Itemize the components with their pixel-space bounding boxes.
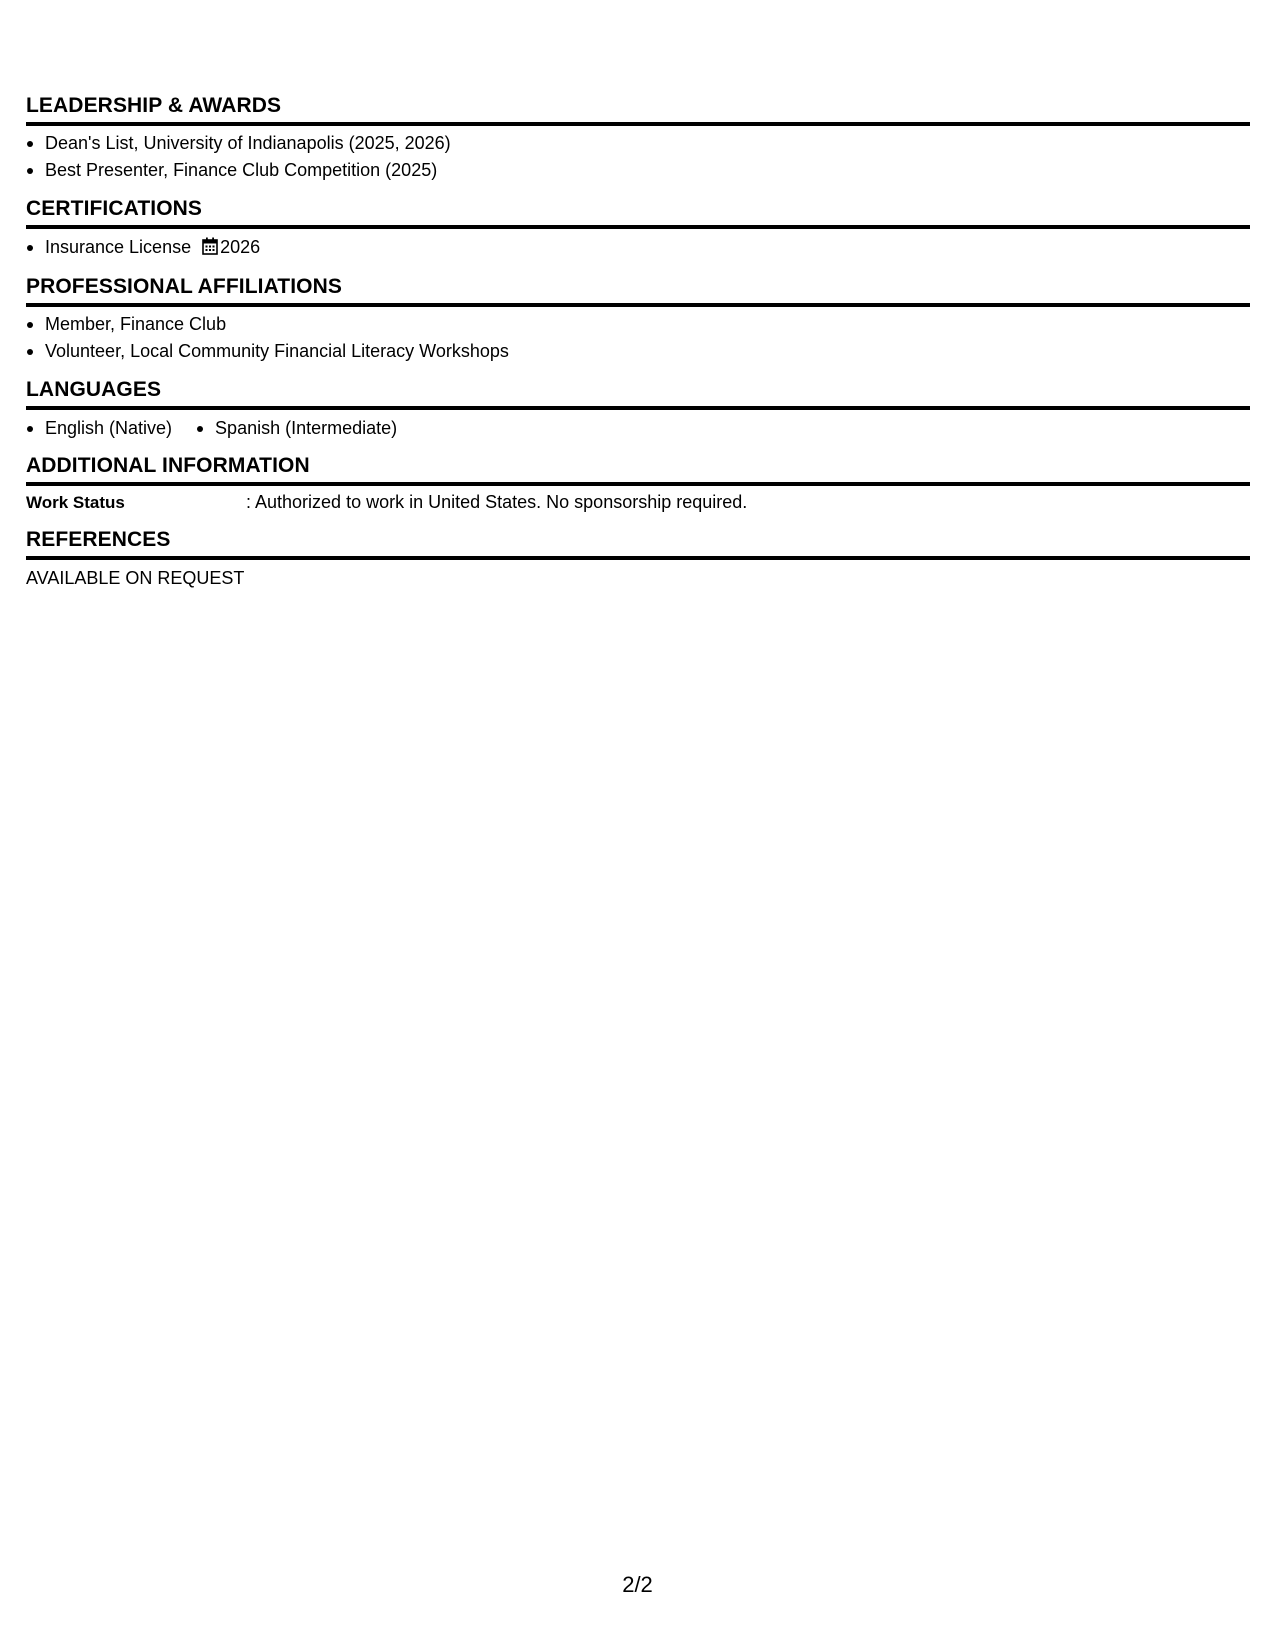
certifications-list (26, 234, 1250, 263)
calendar-icon (202, 236, 218, 263)
languages-section (26, 378, 1250, 442)
certification-year: 2026 (220, 237, 261, 257)
section-title: REFERENCES (26, 528, 1250, 560)
list-item: Best Presenter, Finance Club Competition (2025) (26, 157, 1250, 184)
section-title: PROFESSIONAL AFFILIATIONS (26, 275, 1250, 307)
section-title: LEADERSHIP & AWARDS (26, 94, 1250, 126)
page-number: 2/2 (622, 1572, 653, 1597)
list-item: Volunteer, Local Community Financial Literacy Workshops (26, 338, 1250, 365)
section-title: LANGUAGES (26, 378, 1250, 410)
professional-affiliations-section (26, 275, 1250, 365)
work-status-value: : Authorized to work in United States. No sponsorship required. (246, 492, 748, 512)
section-title: CERTIFICATIONS (26, 197, 1250, 229)
language-item: English (Native) (26, 415, 172, 442)
affiliations-list (26, 311, 1250, 365)
resume-page (26, 94, 1250, 592)
languages-list (26, 415, 1250, 442)
certifications-section (26, 197, 1250, 263)
list-item: Dean's List, University of Indianapolis (2025, 2026) (26, 130, 1250, 157)
certification-name: Insurance License (45, 237, 192, 257)
list-item: Member, Finance Club (26, 311, 1250, 338)
awards-list (26, 130, 1250, 184)
list-item (26, 234, 1250, 263)
work-status-row (26, 489, 1250, 516)
references-text: AVAILABLE ON REQUEST (26, 568, 245, 588)
language-item: Spanish (Intermediate) (196, 415, 397, 442)
references-section (26, 528, 1250, 592)
leadership-awards-section (26, 94, 1250, 184)
additional-information-section (26, 454, 1250, 516)
section-title: ADDITIONAL INFORMATION (26, 454, 1250, 486)
work-status-label: Work Status (26, 493, 125, 512)
